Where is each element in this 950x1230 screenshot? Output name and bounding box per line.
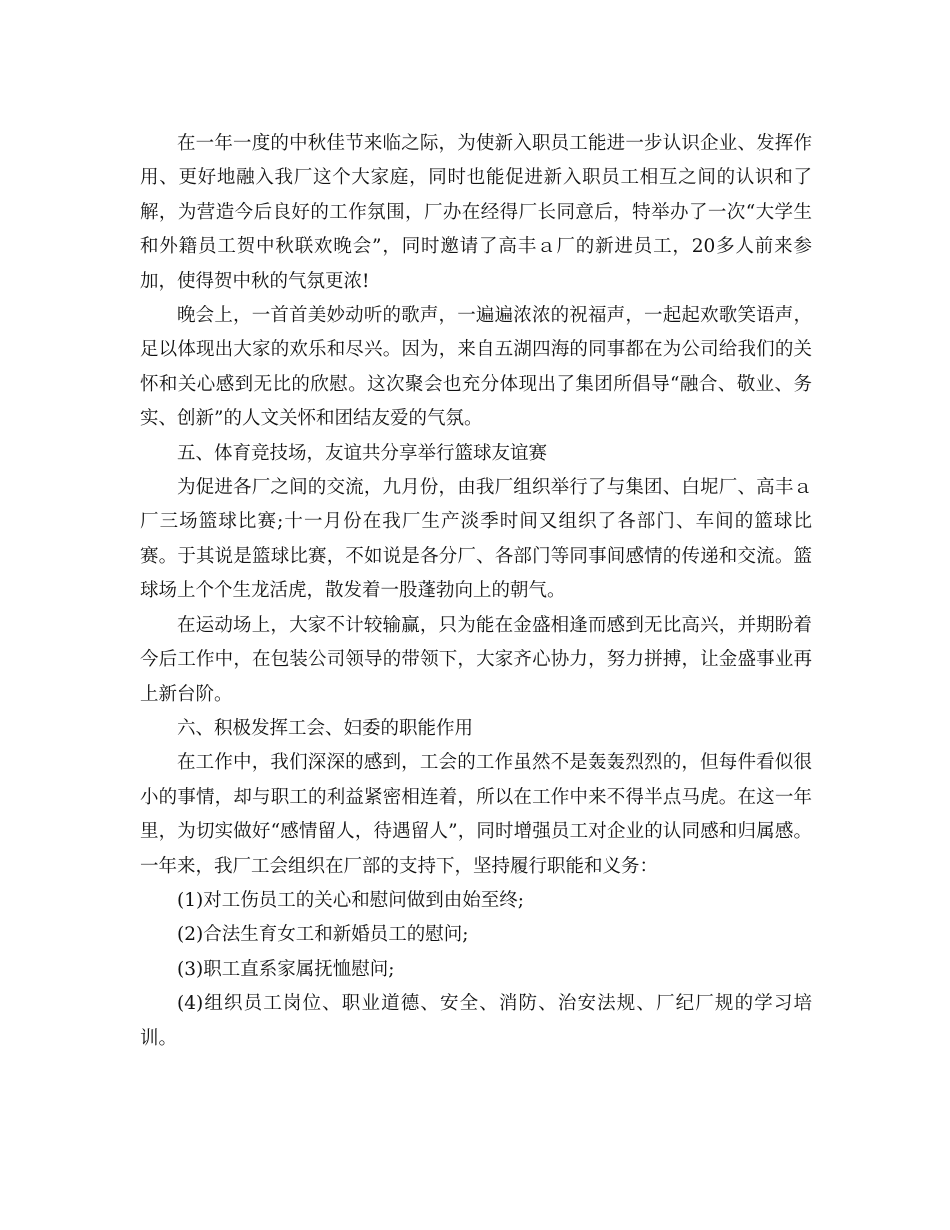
list-item-training: (4)组织员工岗位、职业道德、安全、消防、治安法规、厂纪厂规的学习培训。 [140, 993, 812, 1049]
paragraph-basketball-games: 为促进各厂之间的交流，九月份，由我厂组织举行了与集团、白坭厂、高丰ａ厂三场篮球比赛;十一月份在我厂生产淡季时间又组织了各部门、车间的篮球比赛。于其说是篮球比赛，不如说是各分厂、各部门等同事间感情的传递和交流。篮球场上个个生龙活虎，散发着一股蓬勃向上的朝气。 [140, 477, 812, 602]
list-item-injury-care: (1)对工伤员工的关心和慰问做到由始至终; [177, 889, 524, 911]
paragraph-mid-autumn-party: 在一年一度的中秋佳节来临之际，为使新入职员工能进一步认识企业、发挥作用、更好地融入我厂这个大家庭，同时也能促进新入职员工相互之间的认识和了解，为营造今后良好的工作氛围，厂办在经得厂长同意后，特举办了一次“大学生和外籍员工贺中秋联欢晚会”，同时邀请了高丰ａ厂的新进员工，20多人前来参加，使得贺中秋的气氛更浓! [140, 133, 812, 292]
paragraph-evening-party: 晚会上，一首首美妙动听的歌声，一遍遍浓浓的祝福声，一起起欢歌笑语声，足以体现出大家的欢乐和尽兴。因为，来自五湖四海的同事都在为公司给我们的关怀和关心感到无比的欣慰。这次聚会也充分体现出了集团所倡导“融合、敬业、务实、创新”的人文关怀和团结友爱的气氛。 [140, 305, 812, 430]
paragraph-union-work: 在工作中，我们深深的感到，工会的工作虽然不是轰轰烈烈的，但每件看似很小的事情，却与职工的利益紧密相连着，所以在工作中来不得半点马虎。在这一年里，为切实做好“感情留人，待遇留人”，同时增强员工对企业的认同感和归属感。一年来，我厂工会组织在厂部的支持下，坚持履行职能和义务： [140, 752, 812, 877]
list-item-maternity-wedding: (2)合法生育女工和新婚员工的慰问; [177, 924, 469, 946]
section-heading-sports: 五、体育竞技场，友谊共分享举行篮球友谊赛 [177, 442, 548, 464]
document-body [140, 127, 812, 1056]
section-heading-union: 六、积极发挥工会、妇委的职能作用 [177, 717, 474, 739]
list-item-family-condolence: (3)职工直系家属抚恤慰问; [177, 958, 395, 980]
paragraph-sports-field: 在运动场上，大家不计较输赢，只为能在金盛相逢而感到无比高兴，并期盼着今后工作中，在包装公司领导的带领下，大家齐心协力，努力拼搏，让金盛事业再上新台阶。 [140, 614, 812, 705]
